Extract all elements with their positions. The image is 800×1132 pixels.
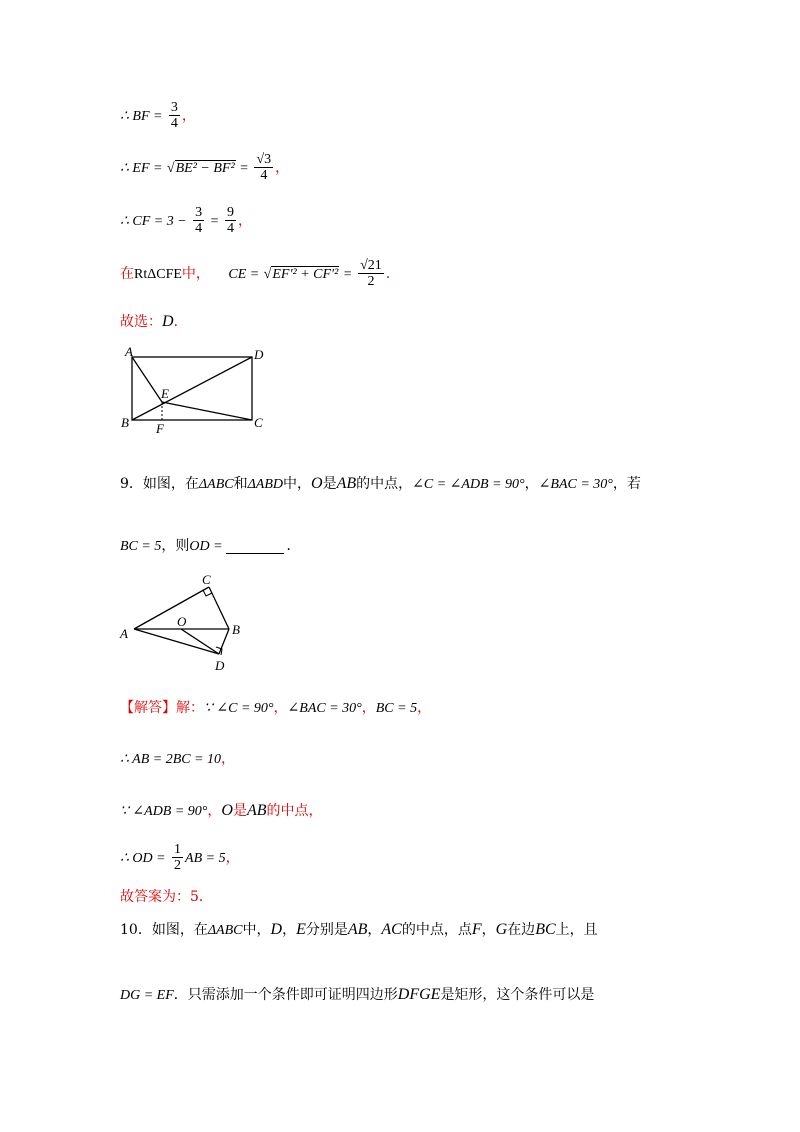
solution-9-line2: ∴ AB = 2BC = 10， <box>120 751 236 767</box>
label-B: B <box>121 415 129 430</box>
solution-9-line3: ∵ ∠ADB = 90°，O是AB的中点， <box>120 802 323 819</box>
bf-lhs: ∴ BF = <box>120 108 163 124</box>
ef-radical: √BE² − BF² <box>166 160 235 176</box>
answer-blank <box>226 541 284 554</box>
cf-line: ∴ CF = 3 − $\frac{3}{4}$ = $\frac{9}{4}$ ， <box>120 205 252 237</box>
ce-line: 在RtΔCFE中， CE = √EF′² + CF′² = $\frac{√21}{2}$ ． <box>120 258 400 290</box>
choose-line: 故选：D． <box>120 313 188 330</box>
ef-line: ∴ EF = √BE² − BF² = $\frac{√3}{4}$ ， <box>120 152 290 184</box>
question-9: 9．如图，在ΔABC和ΔABD中，O是AB的中点，∠C = ∠ADB = 90°，∠BAC = 30°，若 <box>120 475 641 492</box>
label-D: D <box>215 658 225 673</box>
bf-line: ∴ BF = $\frac{3}{4}$ ， <box>120 100 196 132</box>
label-E: E <box>161 386 169 401</box>
question-10: 10．如图，在ΔABC中，D，E分别是AB，AC的中点，点F，G在边BC上，且 <box>120 921 598 938</box>
question-9-line2: BC = 5，则OD = ． <box>120 538 301 554</box>
label-A: A <box>120 626 128 641</box>
label-B: B <box>232 622 240 637</box>
ef-fraction: $\frac{√3}{4}$ <box>256 152 272 184</box>
triangle-figure <box>115 570 255 675</box>
label-F: F <box>156 421 164 436</box>
solution-9-line4: ∴ OD = $\frac{1}{2}$ AB = 5， <box>120 842 240 874</box>
label-A: A <box>125 344 133 359</box>
question-10-line2: DG = EF．只需添加一个条件即可证明四边形DFGE是矩形，这个条件可以是 <box>120 986 595 1003</box>
rt-triangle: RtΔCFE <box>134 266 182 282</box>
rectangle-figure <box>115 340 275 440</box>
label-D: D <box>254 347 264 362</box>
solution-9-line1: 【解答】解：∵ ∠C = 90°，∠BAC = 30°，BC = 5， <box>120 700 432 716</box>
solution-9-answer: 故答案为：5． <box>120 889 213 905</box>
half-fraction: $\frac{1}{2}$ <box>174 842 182 874</box>
label-C: C <box>254 415 263 430</box>
bf-fraction: $\frac{3}{4}$ <box>170 100 178 132</box>
label-O: O <box>177 614 187 629</box>
label-C: C <box>202 572 211 587</box>
